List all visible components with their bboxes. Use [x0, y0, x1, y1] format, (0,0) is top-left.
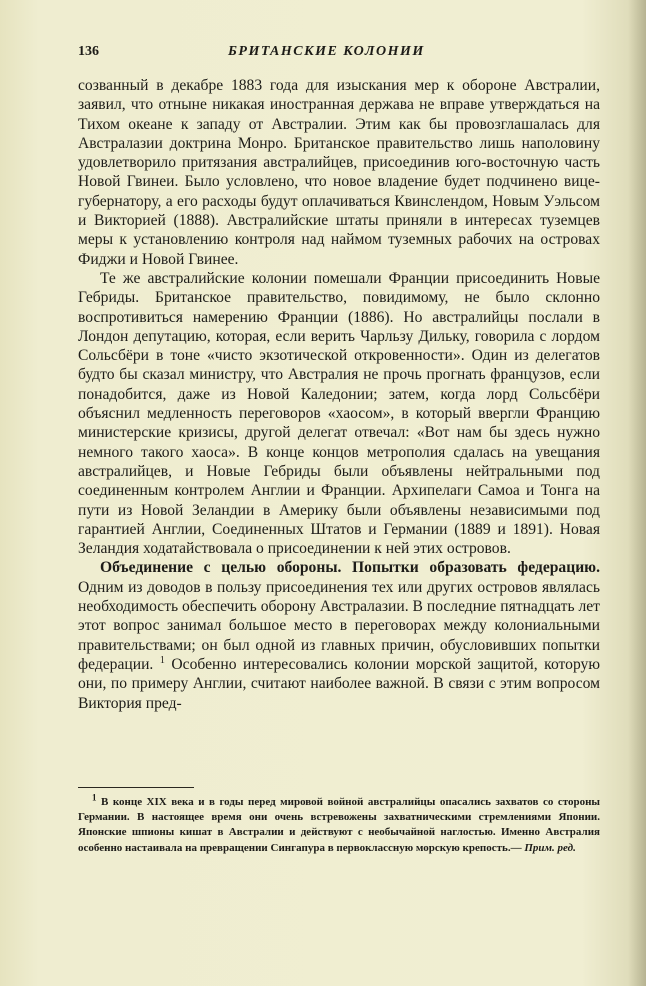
section-heading: Объединение с целью обороны. Попытки образовать федерацию.	[100, 559, 600, 577]
footnote	[78, 792, 601, 856]
paragraph-1: созванный в декабре 1883 года для изыскания мер к обороне Австралии, заявил, что отныне никакая иностранная держава не вправе утверждаться на Тихом океане к западу от Австралии. Этим как бы провозглашалась для Австралазии доктрина Монро. Британское правительство лишь наполовину удовлетворило притязания австралийцев, присоединив юго-восточную часть Новой Гвинеи. Было условлено, что новое владение будет подчинено вице-губернатору, а его расходы будут оплачиваться Квинслендом, Новым Уэльсом и Викторией (1888). Австралийские штаты приняли в интересах туземцев меры к установлению контроля над наймом туземных рабочих на островах Фиджи и Новой Гвинее.	[78, 77, 600, 268]
paragraph-3-text-a: Одним из доводов в пользу присоединения тех или других островов являлась необходимость обеспечить оборону Австралазии. В последние пятнадцать лет этот вопрос занимал большое место в переговорах между колониальными правительствами; он был одной из главных причин, обусловивших попытки федерации.	[78, 578, 600, 673]
page-header	[78, 44, 598, 64]
page-edge-shadow	[628, 0, 646, 986]
footnote-reference[interactable]: 1	[159, 654, 165, 666]
running-head: БРИТАНСКИЕ КОЛОНИИ	[228, 44, 425, 59]
page-number: 136	[78, 44, 99, 59]
paragraph-2: Те же австралийские колонии помешали Франции присоединить Новые Гебриды. Британское правительство, повидимому, не было склонно воспротивиться намерению Франции (1886). Но австралийцы послали в Лондон депутацию, которая, если верить Чарльзу Дильку, говорила с лордом Сольсбёри в тоне «чисто экзотической откровенности». Один из делегатов будто бы сказал министру, что Австралия не прочь прогнать французов, если понадобится, даже из Новой Каледонии; затем, когда лорд Сольсбёри объяснил медленность переговоров «хаосом», в который ввергли Францию министерские кризисы, другой делегат отвечал: «Вот нам бы здесь нужно немного такого хаоса». В конце концов метрополия сдалась на увещания австралийцев, и Новые Гебриды были объявлены нейтральными под соединенным контролем Англии и Франции. Архипелаги Самоа и Тонга на пути из Новой Зеландии в Америку были объявлены независимыми под гарантией Англии, Соединенных Штатов и Германии (1889 и 1891). Новая Зеландия ходатайствовала о присоединении к ней этих островов.	[78, 269, 600, 558]
main-text	[78, 76, 600, 713]
footnote-signature: Прим. ред.	[524, 841, 576, 854]
footnote-divider	[78, 787, 194, 788]
footnote-mark: 1	[92, 792, 97, 803]
paragraph-3-text-b: Особенно интересовались колонии морской защитой, которую они, по примеру Англии, считают наиболее важной. В связи с этим вопросом Виктория пред-	[78, 655, 600, 712]
footnote-text: В конце XIX века и в годы перед мировой войной австралийцы опасались захватов со стороны Германии. В настоящее время они очень встревожены захватническими стремлениями Японии. Японские шпионы кишат в Австралии и действуют с необычайной наглостью. Именно Австралия особенно настаивала на превращении Сингапура в первоклассную морскую крепость.—	[78, 796, 601, 854]
paragraph-3	[78, 558, 600, 712]
